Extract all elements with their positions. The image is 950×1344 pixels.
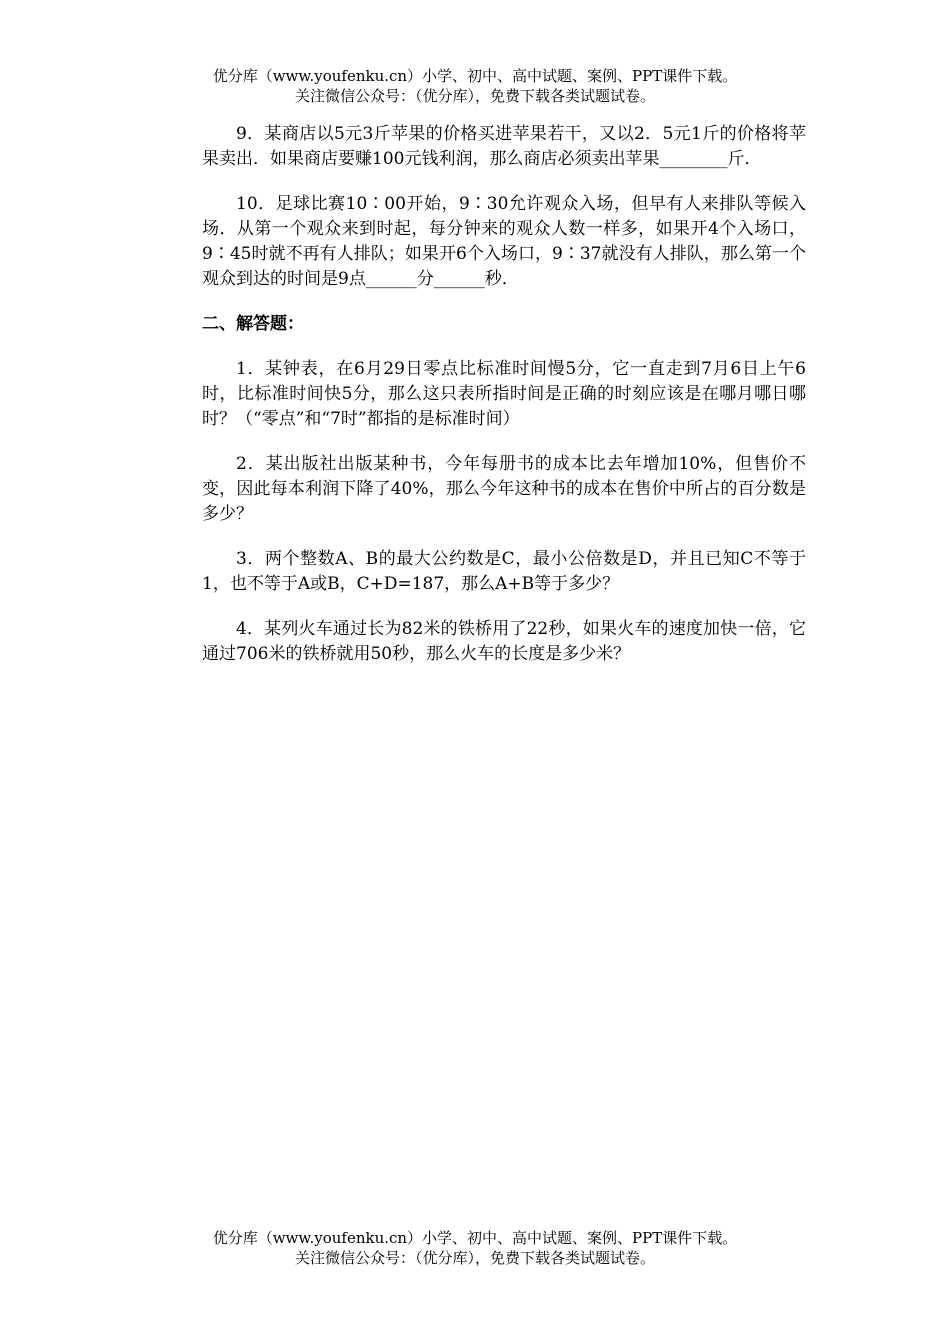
question-10: 10．足球比赛10∶00开始，9∶30允许观众入场，但早有人来排队等候入场．从第一个观众来到时起，每分钟来的观众人数一样多，如果开4个入场口，9∶45时就不再有人排队；如果开6个入场口，9∶37就没有人排队，那么第一个观众到达的时间是9点______分______秒． [202, 194, 806, 289]
header-line-2: 关注微信公众号：（优分库），免费下载各类试题试卷。 [294, 87, 655, 105]
answer-question-1: 1．某钟表，在6月29日零点比标准时间慢5分，它一直走到7月6日上午6时，比标准时间快5分，那么这只表所指时间是正确的时刻应该是在哪月哪日哪时？（“零点”和“7时”都指的是标准时间） [202, 359, 806, 429]
footer-line-2: 关注微信公众号：（优分库），免费下载各类试题试卷。 [294, 1249, 655, 1267]
document-body [202, 122, 806, 687]
answer-question-4: 4．某列火车通过长为82米的铁桥用了22秒，如果火车的速度加快一倍，它通过706米的铁桥就用50秒，那么火车的长度是多少米？ [202, 619, 806, 664]
footer-line-1: 优分库（www.youfenku.cn）小学、初中、高中试题、案例、PPT课件下载。 [212, 1229, 738, 1247]
section-title-answer: 二、解答题： [202, 314, 304, 334]
page-header [0, 66, 950, 106]
header-line-1: 优分库（www.youfenku.cn）小学、初中、高中试题、案例、PPT课件下载。 [212, 67, 738, 85]
page-footer [0, 1228, 950, 1268]
question-9: 9．某商店以5元3斤苹果的价格买进苹果若干，又以2．5元1斤的价格将苹果卖出．如果商店要赚100元钱利润，那么商店必须卖出苹果________斤． [202, 124, 806, 169]
answer-question-2: 2．某出版社出版某种书，今年每册书的成本比去年增加10%，但售价不变，因此每本利润下降了40%，那么今年这种书的成本在售价中所占的百分数是多少？ [202, 454, 806, 524]
answer-question-3: 3．两个整数A、B的最大公约数是C，最小公倍数是D，并且已知C不等于1，也不等于A或B，C+D=187，那么A+B等于多少？ [202, 549, 806, 594]
